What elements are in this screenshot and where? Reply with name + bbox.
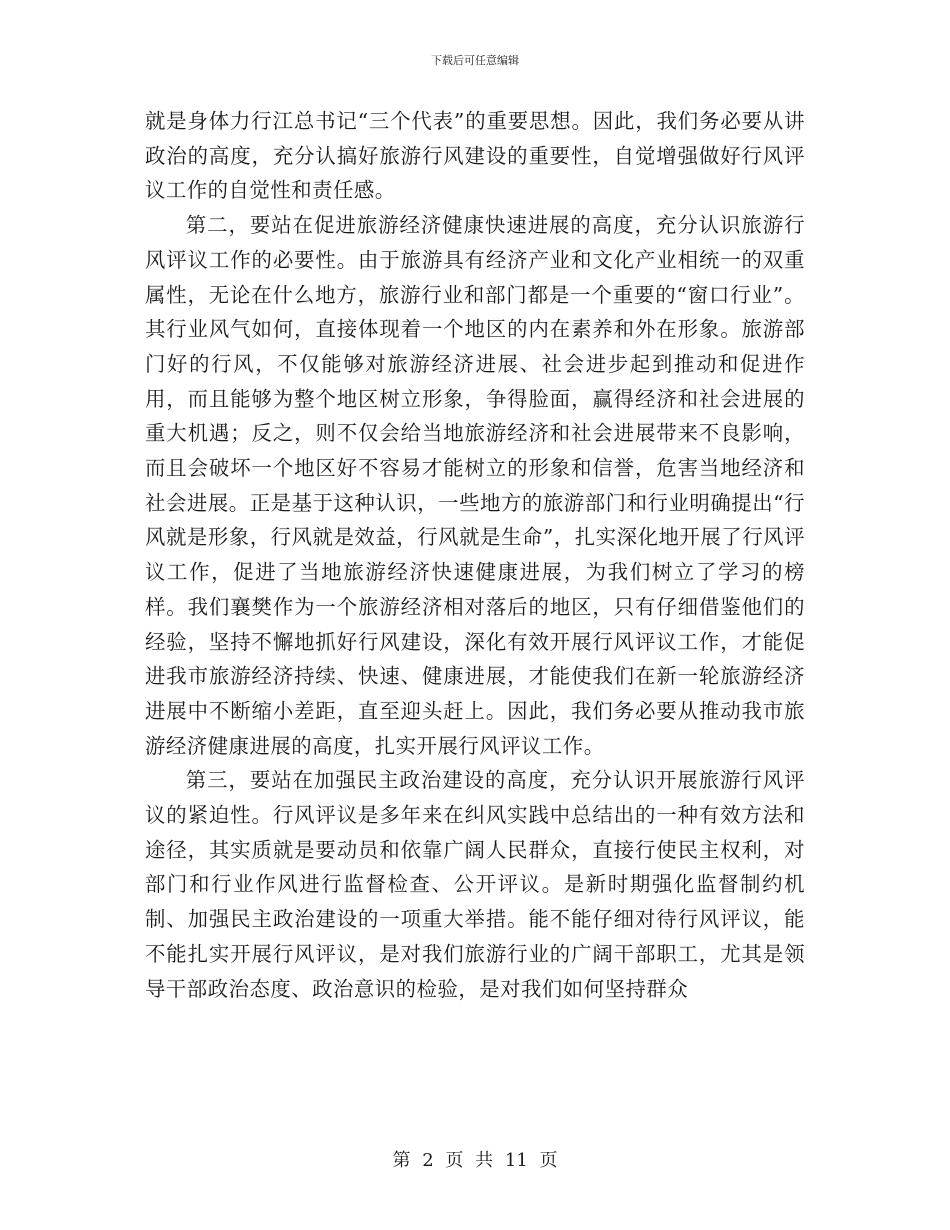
current-page-number: 2 xyxy=(422,1150,434,1171)
footer-total-word: 共 xyxy=(475,1150,494,1171)
paragraph-third-point: 第三，要站在加强民主政治建设的高度，充分认识开展旅游行风评议的紧迫性。行风评议是多年来在纠风实践中总结出的一种有效方法和途径，其实质就是要动员和依靠广阔人民群众，直接行使民主权利，对部门和行业作风进行监督检查、公开评议。是新时期强化监督制约机制、加强民主政治建设的一项重大举措。能不能仔细对待行风评议，能不能扎实开展行风评议，是对我们旅游行业的广阔干部职工，尤其是领导干部政治态度、政治意识的检验，是对我们如何坚持群众 xyxy=(145,768,805,1001)
page-header xyxy=(0,53,950,69)
footer-page-word: 页 xyxy=(445,1150,464,1171)
page-footer xyxy=(0,1150,950,1172)
document-body xyxy=(145,104,805,1006)
footer-suffix: 页 xyxy=(539,1150,558,1171)
footer-prefix: 第 xyxy=(392,1150,411,1171)
paragraph-second-point: 第二，要站在促进旅游经济健康快速进展的高度，充分认识旅游行风评议工作的必要性。由于旅游具有经济产业和文化产业相统一的双重属性，无论在什么地方，旅游行业和部门都是一个重要的“窗口行业”。其行业风气如何，直接体现着一个地区的内在素养和外在形象。旅游部门好的行风，不仅能够对旅游经济进展、社会进步起到推动和促进作用，而且能够为整个地区树立形象，争得脸面，赢得经济和社会进展的重大机遇；反之，则不仅会给当地旅游经济和社会进展带来不良影响，而且会破坏一个地区好不容易才能树立的形象和信誉，危害当地经济和社会进展。正是基于这种认识，一些地方的旅游部门和行业明确提出“行风就是形象，行风就是效益，行风就是生命”，扎实深化地开展了行风评议工作，促进了当地旅游经济快速健康进展，为我们树立了学习的榜样。我们襄樊作为一个旅游经济相对落后的地区，只有仔细借鉴他们的经验，坚持不懈地抓好行风建设，深化有效开展行风评议工作，才能促进我市旅游经济持续、快速、健康进展，才能使我们在新一轮旅游经济进展中不断缩小差距，直至迎头赶上。因此，我们务必要从推动我市旅游经济健康进展的高度，扎实开展行风评议工作。 xyxy=(145,213,805,758)
header-text: 下载后可任意编辑 xyxy=(431,54,519,67)
paragraph-continuation: 就是身体力行江总书记“三个代表”的重要思想。因此，我们务必要从讲政治的高度，充分认搞好旅游行风建设的重要性，自觉增强做好行风评议工作的自觉性和责任感。 xyxy=(145,109,805,203)
total-pages-number: 11 xyxy=(504,1150,528,1171)
